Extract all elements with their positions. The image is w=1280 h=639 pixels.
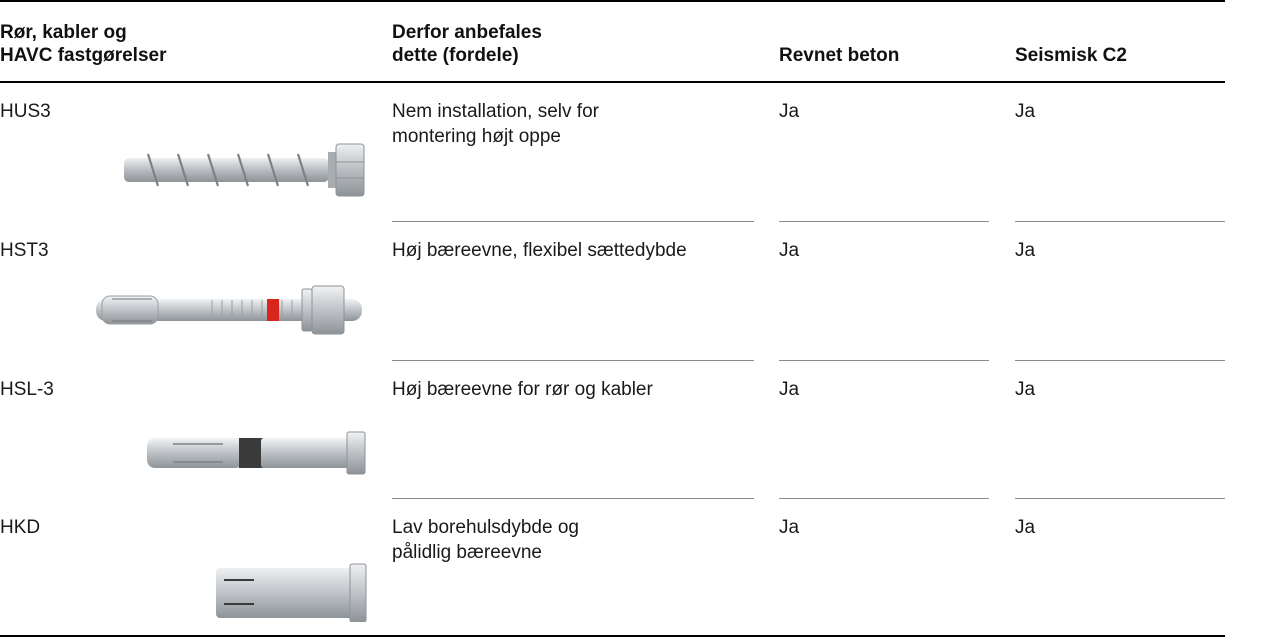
table-top-rule xyxy=(0,0,1225,2)
product-name: HUS3 xyxy=(0,101,51,122)
row-separator xyxy=(779,221,989,222)
product-name: HST3 xyxy=(0,240,49,261)
benefit-text: Høj bæreevne, flexibel sættedybde xyxy=(392,240,687,261)
row-separator xyxy=(392,221,754,222)
seismic-value: Ja xyxy=(1015,240,1036,261)
table-bottom-rule xyxy=(0,635,1225,637)
screw-anchor-icon xyxy=(118,138,368,200)
header-product: Rør, kabler og HAVC fastgørelser xyxy=(0,22,167,66)
row-separator xyxy=(1015,221,1225,222)
seismic-value: Ja xyxy=(1015,379,1036,400)
row-separator xyxy=(779,360,989,361)
stud-anchor-icon xyxy=(92,283,372,339)
seismic-value: Ja xyxy=(1015,101,1036,122)
benefit-text: Høj bæreevne for rør og kabler xyxy=(392,379,653,400)
cracked-value: Ja xyxy=(779,101,800,122)
row-separator xyxy=(779,498,989,499)
row-separator xyxy=(392,360,754,361)
header-rule xyxy=(0,81,1225,83)
cracked-value: Ja xyxy=(779,379,800,400)
benefit-text: Lav borehulsdybde og pålidlig bæreevne xyxy=(392,517,579,563)
product-name: HSL-3 xyxy=(0,379,54,400)
seismic-value: Ja xyxy=(1015,517,1036,538)
drop-in-anchor-icon xyxy=(214,562,368,622)
header-benefit: Derfor anbefales dette (fordele) xyxy=(392,22,542,66)
header-cracked-concrete: Revnet beton xyxy=(779,45,900,66)
sleeve-anchor-icon xyxy=(143,430,367,476)
row-separator xyxy=(1015,360,1225,361)
benefit-text: Nem installation, selv for montering højt oppe xyxy=(392,101,599,147)
product-name: HKD xyxy=(0,517,41,538)
row-separator xyxy=(392,498,754,499)
cracked-value: Ja xyxy=(779,517,800,538)
row-separator xyxy=(1015,498,1225,499)
cracked-value: Ja xyxy=(779,240,800,261)
header-seismic: Seismisk C2 xyxy=(1015,45,1127,66)
